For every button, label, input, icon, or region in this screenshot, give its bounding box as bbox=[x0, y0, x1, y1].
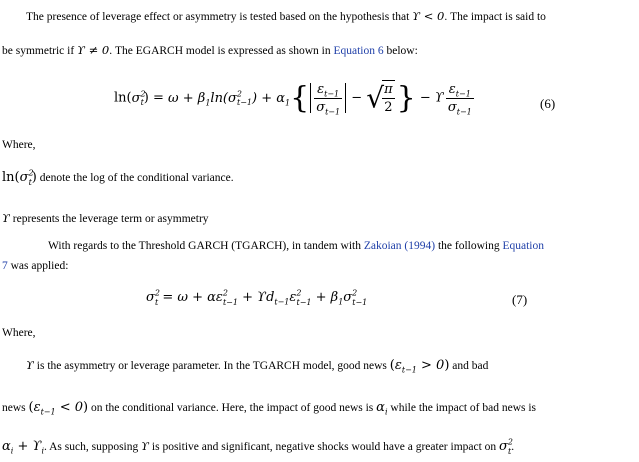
where-label-1: Where, bbox=[2, 139, 36, 151]
para1-text-c: be symmetric if bbox=[2, 45, 78, 57]
para3-text-l3a: . As such, supposing bbox=[44, 441, 142, 453]
para3-text-l2c: while the impact of bad news is bbox=[387, 402, 537, 414]
para1-line2 bbox=[2, 42, 418, 59]
hypothesis-condition: ϒ < 0 bbox=[412, 9, 445, 23]
para2-text-a: With regards to the Threshold GARCH (TGARCH), in tandem with bbox=[48, 240, 364, 252]
para2-text-b: the following bbox=[435, 240, 503, 252]
para2-text-c: was applied: bbox=[7, 260, 69, 272]
para3-text-l1b: and bad bbox=[449, 360, 489, 372]
para3-line3: $\alpha_i + ϒ_i$. As such, supposing ϒ is positive and significant, negative shocks would have a greater impact on $\sigma^2_t$. bbox=[2, 437, 515, 456]
equation-7-link[interactable]: Equation bbox=[502, 240, 545, 252]
para3-text-l3b: is positive and significant, negative shocks would have a greater impact on bbox=[149, 441, 500, 453]
para3-text-l1a: is the asymmetry or leverage parameter. In the TGARCH model, good news bbox=[33, 360, 390, 372]
para1-text-b: . The impact is said to bbox=[444, 11, 546, 23]
equation-7-number: (7) bbox=[512, 292, 528, 307]
equation-6-number: (6) bbox=[540, 96, 556, 111]
gamma-description: ϒ represents the leverage term or asymmetry bbox=[2, 211, 209, 225]
where-label-2: Where, bbox=[2, 327, 36, 339]
para3-line2: news $(\varepsilon_{t-1} < 0)$ on the conditional variance. Here, the impact of good news is $\alpha_i$ while the impact of bad news is bbox=[2, 400, 537, 417]
para2-line1 bbox=[48, 238, 544, 254]
para2-line2 bbox=[2, 258, 68, 274]
ln-description-text: denote the log of the conditional variance. bbox=[36, 172, 234, 184]
gamma-description-text: represents the leverage term or asymmetry bbox=[9, 213, 209, 225]
equation-6: $\ln(\sigma^2_t) = \omega + \beta_1\ln(\sigma^2_{t-1}) + \alpha_1${ $\frac{\varepsilon_{t-1}}{\sigma_{t-1}}$ − √ $\frac{\pi}{2}$ } − ϒ $\frac{\varepsilon_{t-1}}{\sigma_{t-1}}$ bbox=[114, 80, 472, 117]
para1-text-d: . The EGARCH model is expressed as shown in bbox=[109, 45, 334, 57]
para3-line1: ϒ is the asymmetry or leverage parameter. In the TGARCH model, good news $(\varepsilon_{t-1} > 0)$ and bad bbox=[26, 358, 489, 375]
zakoian-citation-link[interactable]: Zakoian (1994) bbox=[363, 240, 436, 252]
para3-text-l2b: on the conditional variance. Here, the impact of good news is bbox=[88, 402, 377, 414]
para3-text-l2a: news bbox=[2, 402, 29, 414]
equation-7: $\sigma^2_t = \omega + \alpha\varepsilon^2_{t-1} + ϒd_{t-1}\varepsilon^2_{t-1} + \beta_1\sigma^2_{t-1}$ bbox=[146, 288, 368, 307]
para1-text-a: The presence of leverage effect or asymmetry is tested based on the hypothesis that bbox=[26, 11, 413, 23]
para1-line1 bbox=[26, 8, 546, 25]
para1-text-e: below: bbox=[383, 45, 418, 57]
ln-description: $\ln(\sigma^2_t)$ denote the log of the conditional variance. bbox=[2, 168, 234, 187]
equation-6-link[interactable]: Equation 6 bbox=[333, 45, 384, 57]
symmetry-condition: ϒ ≠ 0 bbox=[77, 43, 110, 57]
equation-7-link-number[interactable]: 7 bbox=[2, 260, 8, 272]
